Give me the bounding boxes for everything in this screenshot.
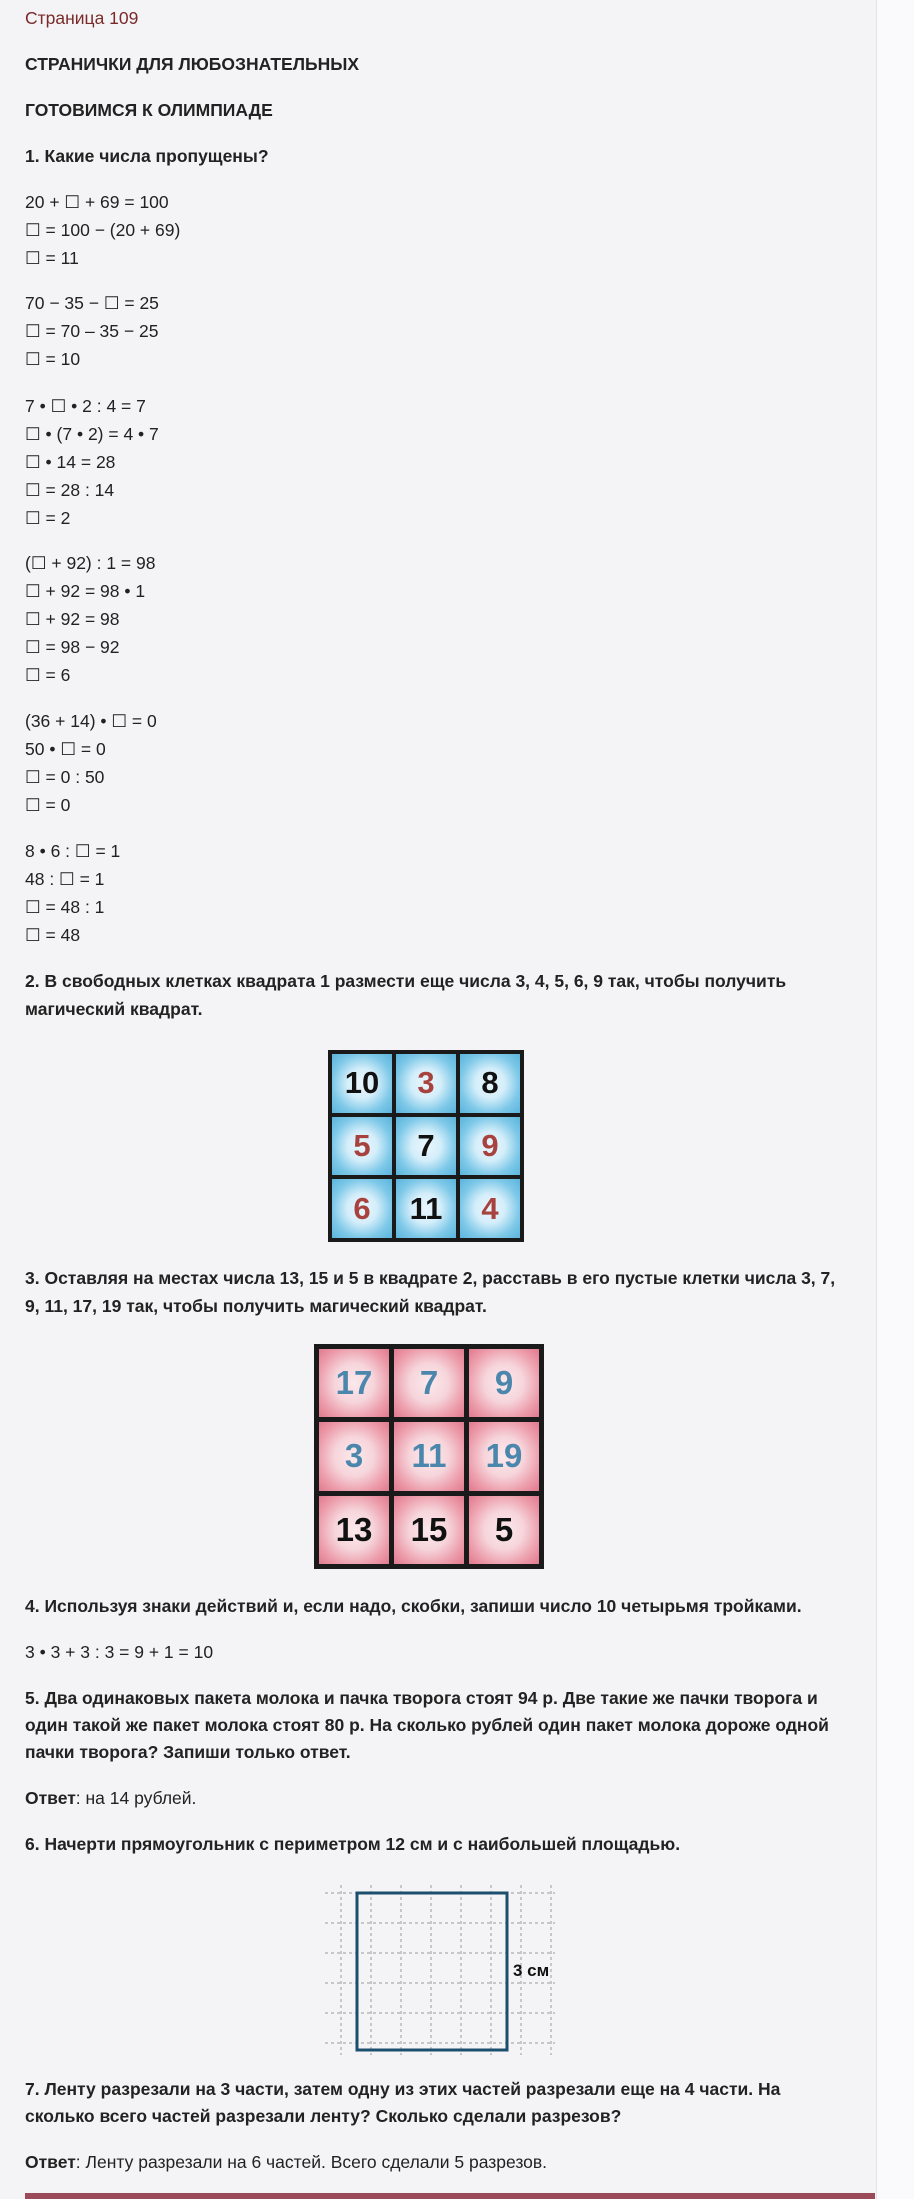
cell-number: 5 bbox=[494, 1510, 514, 1548]
task7-question-line2: сколько всего частей разрезали ленту? Сколько сделали разрезов? bbox=[25, 2106, 622, 2126]
cell-number: 10 bbox=[344, 1065, 380, 1101]
square-cell bbox=[394, 1496, 464, 1564]
task7-answer bbox=[25, 2151, 547, 2173]
square-cell bbox=[319, 1349, 389, 1417]
task3-question-line1: 3. Оставляя на местах числа 13, 15 и 5 в квадрате 2, расставь в его пустые клетки числа 3, 7, bbox=[25, 1268, 836, 1288]
task1-line: (36 + 14) • ☐ = 0 bbox=[25, 711, 157, 731]
task5-question-line1: 5. Два одинаковых пакета молока и пачка творога стоят 94 р. Две такие же пачки творога и bbox=[25, 1688, 818, 1708]
task3-question-line2: 9, 11, 17, 19 так, чтобы получить магический квадрат. bbox=[25, 1296, 487, 1316]
task1-line: 7 • ☐ • 2 : 4 = 7 bbox=[25, 396, 146, 416]
cell-number: 3 bbox=[417, 1065, 435, 1101]
cell-number: 7 bbox=[419, 1364, 439, 1402]
cell-number: 4 bbox=[481, 1190, 499, 1226]
cell-number: 9 bbox=[494, 1364, 514, 1402]
answer-label: Ответ bbox=[25, 2152, 76, 2172]
rectangle-drawing bbox=[325, 1885, 575, 2055]
task1-line: ☐ = 2 bbox=[25, 508, 71, 528]
task1-line: 20 + ☐ + 69 = 100 bbox=[25, 192, 169, 212]
cell-number: 9 bbox=[481, 1127, 499, 1163]
task1-line: ☐ • 14 = 28 bbox=[25, 452, 116, 472]
square-cell bbox=[332, 1179, 392, 1238]
square-cell bbox=[460, 1054, 520, 1113]
cell-number: 6 bbox=[353, 1190, 371, 1226]
cell-number: 5 bbox=[353, 1127, 371, 1163]
task2-question-line2: магический квадрат. bbox=[25, 999, 203, 1019]
task5-answer bbox=[25, 1787, 196, 1809]
section-title: СТРАНИЧКИ ДЛЯ ЛЮБОЗНАТЕЛЬНЫХ bbox=[25, 54, 360, 74]
cell-number: 11 bbox=[409, 1190, 443, 1226]
task1-line: (☐ + 92) : 1 = 98 bbox=[25, 553, 156, 573]
task1-line: 8 • 6 : ☐ = 1 bbox=[25, 841, 121, 861]
task1-line: ☐ = 98 − 92 bbox=[25, 637, 120, 657]
square-cell bbox=[394, 1422, 464, 1490]
square-cell bbox=[319, 1422, 389, 1490]
task6-question: 6. Начерти прямоугольник с периметром 12 см и с наибольшей площадью. bbox=[25, 1834, 681, 1854]
answer-text: : Ленту разрезали на 6 частей. Всего сделали 5 разрезов. bbox=[75, 2152, 548, 2172]
side-strip bbox=[876, 0, 914, 2199]
magic-square-1 bbox=[328, 1050, 524, 1242]
magic-square-2 bbox=[314, 1344, 544, 1569]
task1-line: 50 • ☐ = 0 bbox=[25, 739, 106, 759]
cell-number: 13 bbox=[335, 1510, 373, 1548]
task1-line: ☐ = 10 bbox=[25, 349, 81, 369]
task5-question-line3: пачки творога? Запиши только ответ. bbox=[25, 1742, 351, 1762]
task4-answer: 3 • 3 + 3 : 3 = 9 + 1 = 10 bbox=[25, 1642, 214, 1662]
square-cell bbox=[469, 1349, 539, 1417]
square-cell bbox=[332, 1117, 392, 1176]
page-label: Страница 109 bbox=[25, 8, 139, 28]
task1-line: 70 − 35 − ☐ = 25 bbox=[25, 293, 159, 313]
cell-number: 3 bbox=[344, 1437, 364, 1475]
square-cell bbox=[460, 1117, 520, 1176]
task7-question-line1: 7. Ленту разрезали на 3 части, затем одну из этих частей разрезали еще на 4 части. На bbox=[25, 2079, 781, 2099]
answer-text: : на 14 рублей. bbox=[75, 1788, 197, 1808]
square-cell bbox=[469, 1422, 539, 1490]
square-cell bbox=[319, 1496, 389, 1564]
square-3x3 bbox=[357, 1893, 507, 2050]
square-cell bbox=[469, 1496, 539, 1564]
square-cell bbox=[396, 1117, 456, 1176]
bottom-divider bbox=[25, 2193, 875, 2199]
task5-question-line2: один такой же пакет молока стоят 80 р. На сколько рублей один пакет молока дороже одной bbox=[25, 1715, 829, 1735]
task1-line: ☐ + 92 = 98 bbox=[25, 609, 120, 629]
section-subtitle: ГОТОВИМСЯ К ОЛИМПИАДЕ bbox=[25, 100, 273, 120]
task1-line: ☐ = 48 : 1 bbox=[25, 897, 105, 917]
square-cell bbox=[396, 1179, 456, 1238]
cell-number: 8 bbox=[481, 1065, 499, 1101]
square-cell bbox=[394, 1349, 464, 1417]
task1-line: ☐ = 48 bbox=[25, 925, 81, 945]
cell-number: 7 bbox=[417, 1127, 435, 1163]
task1-line: ☐ = 70 – 35 − 25 bbox=[25, 321, 159, 341]
task1-line: 48 : ☐ = 1 bbox=[25, 869, 105, 889]
cell-number: 15 bbox=[410, 1510, 448, 1548]
square-cell bbox=[332, 1054, 392, 1113]
task1-line: ☐ + 92 = 98 • 1 bbox=[25, 581, 146, 601]
task1-question: 1. Какие числа пропущены? bbox=[25, 146, 269, 166]
task1-line: ☐ = 0 bbox=[25, 795, 71, 815]
task2-question-line1: 2. В свободных клетках квадрата 1 размести еще числа 3, 4, 5, 6, 9 так, чтобы получить bbox=[25, 971, 787, 991]
grid-figure bbox=[325, 1885, 575, 2055]
square-cell bbox=[460, 1179, 520, 1238]
square-cell bbox=[396, 1054, 456, 1113]
task1-line: ☐ = 100 − (20 + 69) bbox=[25, 220, 181, 240]
task1-line: ☐ = 0 : 50 bbox=[25, 767, 105, 787]
task4-question: 4. Используя знаки действий и, если надо, скобки, запиши число 10 четырьмя тройками. bbox=[25, 1596, 802, 1616]
cell-number: 19 bbox=[485, 1437, 523, 1475]
side-label: 3 см bbox=[513, 1961, 550, 1980]
task1-line: ☐ • (7 • 2) = 4 • 7 bbox=[25, 424, 159, 444]
cell-number: 11 bbox=[411, 1437, 447, 1475]
task1-line: ☐ = 28 : 14 bbox=[25, 480, 115, 500]
answer-label: Ответ bbox=[25, 1788, 76, 1808]
cell-number: 17 bbox=[335, 1364, 373, 1402]
task1-line: ☐ = 6 bbox=[25, 665, 71, 685]
task1-line: ☐ = 11 bbox=[25, 248, 79, 268]
